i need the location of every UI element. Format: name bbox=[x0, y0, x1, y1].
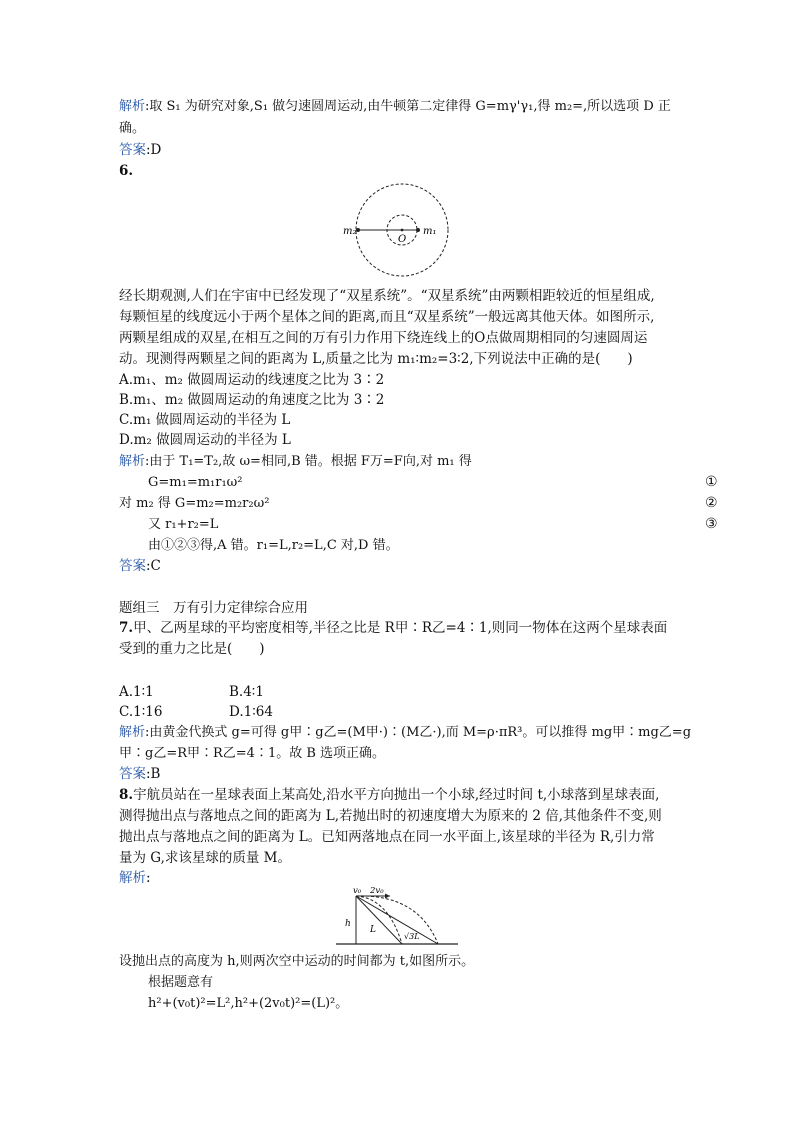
q6-stem-line-1: 经长期观测,人们在宇宙中已经发现了“双星系统”。“双星系统”由两颗相距较近的恒星组成, bbox=[119, 288, 655, 304]
label-sqrt3l: √3L bbox=[404, 932, 420, 941]
eq-number-2: ② bbox=[705, 495, 718, 511]
label-v0: v₀ bbox=[353, 886, 362, 896]
q6-stem-line-4: 动。现测得两颗星之间的距离为 L,质量之比为 m₁∶m₂=3∶2,下列说法中正确的是( ) bbox=[119, 351, 633, 367]
q8-stem-line-3: 抛出点与落地点之间的距离为 L。已知两落地点在同一水平面上,该星球的半径为 R,引力常 bbox=[119, 829, 655, 845]
top-solution-line-1: 解析:取 S₁ 为研究对象,S₁ 做匀速圆周运动,由牛顿第二定律得 G=mγ'γ₁,得 m₂=,所以选项 D 正 bbox=[119, 99, 671, 114]
top-solution-line-2: 确。 bbox=[119, 121, 146, 136]
label-m1: m₁ bbox=[423, 226, 437, 237]
distance-l-line bbox=[356, 896, 402, 944]
q6-solution-line-3: 对 m₂ 得 G=m₂=m₂r₂ω² bbox=[119, 496, 270, 511]
q6-answer: 答案:C bbox=[119, 558, 161, 574]
q8-solution-line-2: 根据题意有 bbox=[148, 975, 214, 990]
solution-label: 解析 bbox=[119, 99, 146, 114]
projectile-figure bbox=[336, 884, 462, 948]
q7-option-c: C.1∶16 bbox=[119, 704, 163, 720]
q6-stem-line-2: 每颗恒星的线度远小于两个星体之间的距离,而且“双星系统”一般远离其他天体。如图所示, bbox=[119, 309, 655, 325]
q7-option-b: B.4∶1 bbox=[229, 684, 264, 700]
m2-star-dot bbox=[356, 228, 360, 232]
q7-option-a: A.1∶1 bbox=[119, 684, 154, 700]
label-o: O bbox=[398, 234, 407, 245]
q6-option-d: D.m₂ 做圆周运动的半径为 L bbox=[119, 432, 291, 448]
top-answer: 答案:D bbox=[119, 142, 162, 158]
q6-solution-line-5: 由①②③得,A 错。r₁=L,r₂=L,C 对,D 错。 bbox=[148, 538, 399, 553]
m1-star-dot bbox=[416, 228, 420, 232]
q6-option-b: B.m₁、m₂ 做圆周运动的角速度之比为 3∶2 bbox=[119, 392, 385, 408]
q8-solution-line-1: 设抛出点的高度为 h,则两次空中运动的时间都为 t,如图所示。 bbox=[119, 954, 475, 969]
center-o-dot bbox=[401, 229, 404, 232]
q8-stem-line-4: 量为 G,求该星球的质量 M。 bbox=[119, 850, 291, 866]
q6-solution-line-4: 又 r₁+r₂=L bbox=[148, 517, 219, 532]
q7-option-d: D.1∶64 bbox=[229, 704, 273, 720]
group3-title: 题组三 万有引力定律综合应用 bbox=[119, 600, 308, 616]
label-l: L bbox=[370, 925, 376, 935]
label-h: h bbox=[345, 919, 351, 929]
eq-number-1: ① bbox=[705, 474, 718, 490]
q8-stem-line-1: 8.宇航员站在一星球表面上某高处,沿水平方向抛出一个小球,经过时间 t,小球落到星球表面, bbox=[119, 787, 660, 803]
q7-solution-line-1: 解析:由黄金代换式 g=可得 g甲∶g乙=(M甲·)∶(M乙·),而 M=ρ·πR³。可以推得 mg甲∶mg乙=g bbox=[119, 725, 692, 740]
eq-number-3: ③ bbox=[705, 516, 718, 532]
binary-star-figure bbox=[330, 183, 460, 277]
q6-solution-line-2: G=m₁=m₁r₁ω² bbox=[148, 475, 243, 490]
q7-solution-line-2: 甲∶g乙=R甲∶R乙=4∶1。故 B 选项正确。 bbox=[119, 746, 386, 761]
q8-solution-label: 解析: bbox=[119, 870, 151, 886]
q7-stem-line-2: 受到的重力之比是( ) bbox=[119, 641, 265, 657]
q6-number: 6. bbox=[119, 163, 134, 179]
label-2v0: 2v₀ bbox=[370, 886, 384, 896]
q6-solution-line-1: 解析:由于 T₁=T₂,故 ω=相同,B 错。根据 F万=F向,对 m₁ 得 bbox=[119, 454, 472, 469]
q6-stem-line-3: 两颗星组成的双星,在相互之间的万有引力作用下绕连线上的O点做周期相同的匀速圆周运 bbox=[119, 330, 648, 346]
label-m2: m₂ bbox=[343, 226, 357, 237]
q7-answer: 答案:B bbox=[119, 766, 161, 782]
q6-option-a: A.m₁、m₂ 做圆周运动的线速度之比为 3∶2 bbox=[119, 372, 385, 388]
q8-solution-line-3: h²+(v₀t)²=L²,h²+(2v₀t)²=(L)²。 bbox=[148, 996, 349, 1011]
q6-option-c: C.m₁ 做圆周运动的半径为 L bbox=[119, 412, 291, 428]
q8-stem-line-2: 测得抛出点与落地点之间的距离为 L,若抛出时的初速度增大为原来的 2 倍,其他条件不变,则 bbox=[119, 808, 662, 824]
q7-stem-line-1: 7.甲、乙两星球的平均密度相等,半径之比是 R甲∶R乙=4∶1,则同一物体在这两个星球表面 bbox=[119, 620, 668, 636]
distance-sqrt3l-line bbox=[356, 896, 438, 944]
arrow-head bbox=[385, 894, 390, 899]
